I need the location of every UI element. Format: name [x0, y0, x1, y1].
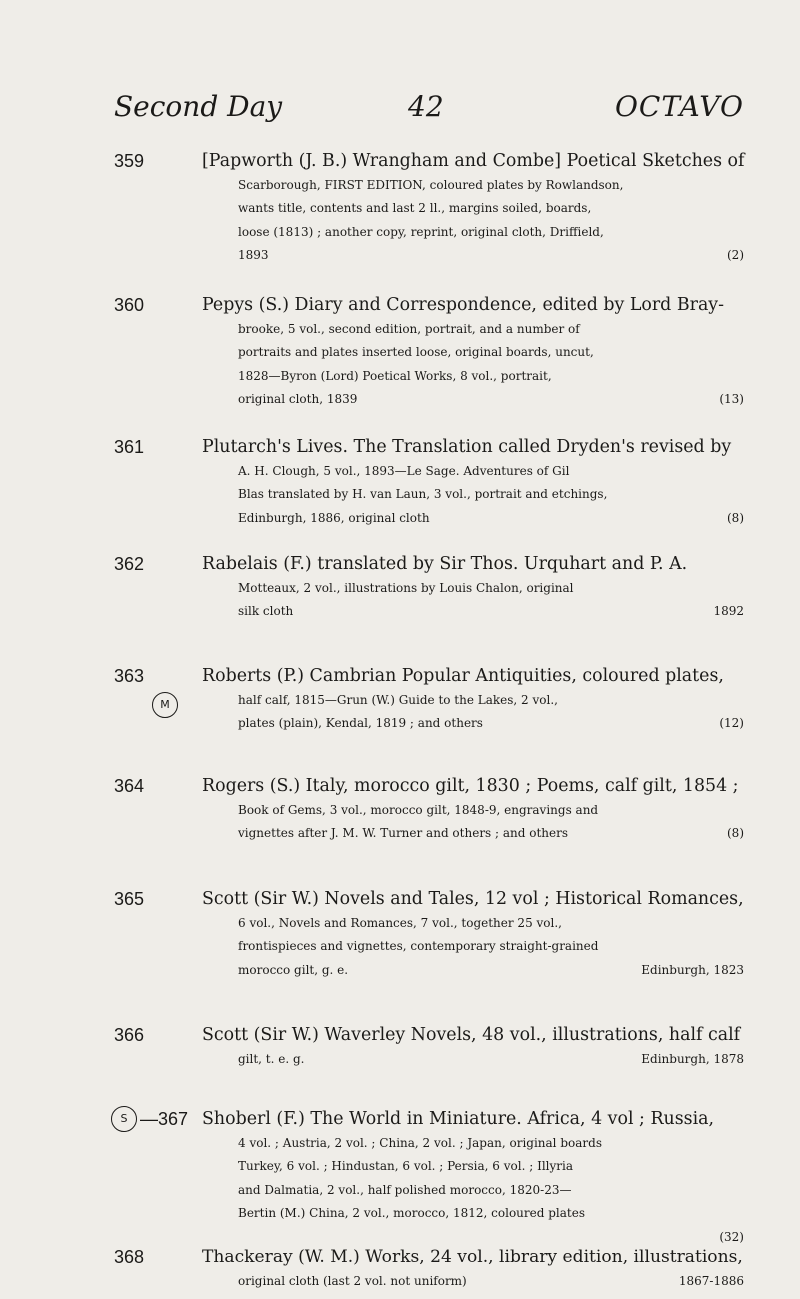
lot-description: Rabelais (F.) translated by Sir Thos. Urquhart and P. A. Motteaux, 2 vol., illustrations by Louis Chalon, original silk cloth 1892	[202, 553, 744, 624]
lot-number: 360	[114, 295, 145, 315]
lot-number: 365	[114, 889, 145, 909]
lot-description: Scott (Sir W.) Novels and Tales, 12 vol ; Historical Romances, 6 vol., Novels and Romances, 7 vol., together 25 vol., frontispieces and vignettes, contemporary straight-grained morocco gilt, g. e. Edinburgh, 1823	[202, 888, 744, 982]
lot-number: 363	[114, 666, 145, 686]
lot-count: (2)	[727, 248, 744, 263]
header-format: OCTAVO	[614, 90, 744, 123]
lot-359	[114, 150, 744, 268]
lot-date: 1867-1886	[678, 1273, 744, 1288]
annotation-mark: S	[111, 1106, 137, 1132]
lot-description: Plutarch's Lives. The Translation called Dryden's revised by A. H. Clough, 5 vol., 1893—Le Sage. Adventures of Gil Blas translated by H. van Laun, 3 vol., portrait and etchings, Edinburgh, 1886, original cloth (8)	[202, 436, 744, 530]
lot-description: Scott (Sir W.) Waverley Novels, 48 vol., illustrations, half calf gilt, t. e. g. Edinburgh, 1878	[202, 1024, 744, 1071]
page-number: 42	[408, 90, 444, 123]
lot-count: (8)	[727, 826, 744, 841]
lot-imprint: Edinburgh, 1823	[641, 962, 744, 977]
lot-count: (13)	[719, 392, 744, 407]
lot-description: Thackeray (W. M.) Works, 24 vol., library edition, illustrations, original cloth (last 2 vol. not uniform) 1867-1886	[202, 1246, 744, 1293]
lot-367	[114, 1108, 744, 1250]
lot-364	[114, 775, 744, 846]
lot-date: 1892	[713, 604, 744, 619]
lot-description: Shoberl (F.) The World in Miniature. Africa, 4 vol ; Russia, 4 vol. ; Austria, 2 vol. ; China, 2 vol. ; Japan, original boards Turkey, 6 vol. ; Hindustan, 6 vol. ; Persia, 6 vol. ; Illyria and Dalmatia, 2 vol., half polished morocco, 1820-23— Bertin (M.) China, 2 vol., morocco, 1812, coloured plates (32)	[202, 1108, 744, 1250]
lot-number: 364	[114, 776, 145, 796]
lot-description: [Papworth (J. B.) Wrangham and Combe] Poetical Sketches of Scarborough, FIRST EDITION, coloured plates by Rowlandson, wants title, contents and last 2 ll., margins soiled, boards, loose (1813) ; another copy, reprint, original cloth, Driffield, 1893 (2)	[202, 150, 744, 268]
lot-number: 368	[114, 1247, 145, 1267]
header-day: Second Day	[114, 90, 283, 123]
lot-number: —367	[140, 1109, 189, 1129]
lot-count: (32)	[719, 1229, 744, 1244]
lot-count: (8)	[727, 510, 744, 525]
lot-361	[114, 436, 744, 530]
lot-count: (12)	[719, 716, 744, 731]
lot-number: 361	[114, 437, 145, 457]
lot-description: Roberts (P.) Cambrian Popular Antiquities, coloured plates, half calf, 1815—Grun (W.) Guide to the Lakes, 2 vol., plates (plain), Kendal, 1819 ; and others (12)	[202, 665, 744, 736]
lot-number: 366	[114, 1025, 145, 1045]
lot-imprint: Edinburgh, 1878	[641, 1051, 744, 1066]
lot-description: Rogers (S.) Italy, morocco gilt, 1830 ; Poems, calf gilt, 1854 ; Book of Gems, 3 vol., morocco gilt, 1848-9, engravings and vignettes after J. M. W. Turner and others ; and others (8)	[202, 775, 744, 846]
lot-365	[114, 888, 744, 982]
annotation-mark: M	[152, 692, 178, 718]
lot-number: 362	[114, 554, 145, 574]
lot-368	[114, 1246, 744, 1293]
lot-366	[114, 1024, 744, 1071]
lot-363	[114, 665, 744, 736]
lot-number: 359	[114, 151, 145, 171]
lot-362	[114, 553, 744, 624]
lot-description: Pepys (S.) Diary and Correspondence, edited by Lord Bray- brooke, 5 vol., second edition, portrait, and a number of portraits and plates inserted loose, original boards, uncut, 1828—Byron (Lord) Poetical Works, 8 vol., portrait, original cloth, 1839 (13)	[202, 294, 744, 412]
page-header	[114, 82, 744, 132]
lot-360	[114, 294, 744, 412]
